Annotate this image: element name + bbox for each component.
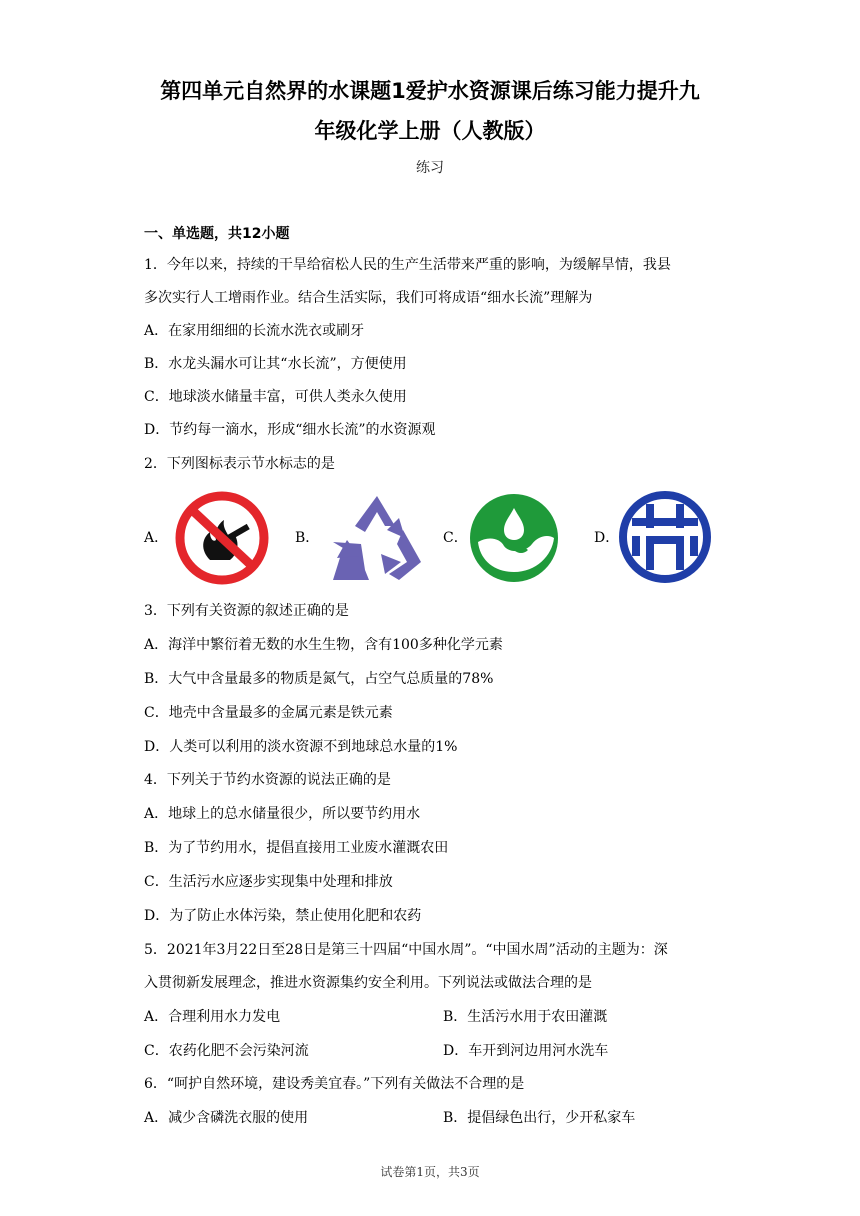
q4-option-a: A．地球上的总水储量很少，所以要节约用水 xyxy=(144,806,421,822)
q5-option-d: D．车开到河边用河水洗车 xyxy=(443,1043,609,1059)
q5-option-c: C．农药化肥不会污染河流 xyxy=(144,1043,309,1059)
document-title-line-1: 第四单元自然界的水课题1爱护水资源课后练习能力提升九 xyxy=(160,79,700,103)
q4-stem: 4．下列关于节约水资源的说法正确的是 xyxy=(144,772,391,788)
q3-stem: 3．下列有关资源的叙述正确的是 xyxy=(144,603,349,619)
q1-option-b: B．水龙头漏水可让其“水长流”，方便使用 xyxy=(144,356,407,372)
recycle-icon xyxy=(325,490,429,586)
q2-option-a-label: A． xyxy=(144,530,169,546)
q4-option-d: D．为了防止水体污染，禁止使用化肥和农药 xyxy=(144,908,422,924)
document-title-line-2: 年级化学上册（人教版） xyxy=(314,119,546,143)
q5-option-b: B．生活污水用于农田灌溉 xyxy=(443,1009,608,1025)
document-subtitle: 练习 xyxy=(416,160,444,176)
q6-option-b: B．提倡绿色出行，少开私家车 xyxy=(443,1110,636,1126)
section-heading: 一、单选题，共12小题 xyxy=(144,226,290,242)
q3-option-c: C．地壳中含量最多的金属元素是铁元素 xyxy=(144,705,393,721)
no-fire-sign-icon xyxy=(170,490,274,586)
q2-option-d-label: D． xyxy=(594,530,620,546)
water-saving-sign-icon xyxy=(466,490,562,586)
q1-option-a: A．在家用细细的长流水洗衣或刷牙 xyxy=(144,323,365,339)
page-footer: 试卷第1页，共3页 xyxy=(380,1165,480,1179)
q5-stem-line-2: 入贯彻新发展理念，推进水资源集约安全利用。下列说法或做法合理的是 xyxy=(144,975,592,991)
q3-option-b: B．大气中含量最多的物质是氮气，占空气总质量的78% xyxy=(144,671,494,687)
q3-option-a: A．海洋中繁衍着无数的水生生物，含有100多种化学元素 xyxy=(144,637,503,653)
q5-option-a: A．合理利用水力发电 xyxy=(144,1009,281,1025)
q4-option-b: B．为了节约用水，提倡直接用工业废水灌溉农田 xyxy=(144,840,449,856)
q6-stem: 6．“呵护自然环境，建设秀美宜春。”下列有关做法不合理的是 xyxy=(144,1076,525,1092)
q6-option-a: A．减少含磷洗衣服的使用 xyxy=(144,1110,309,1126)
q1-option-c: C．地球淡水储量丰富，可供人类永久使用 xyxy=(144,389,407,405)
q1-stem-line-2: 多次实行人工增雨作业。结合生活实际，我们可将成语“细水长流”理解为 xyxy=(144,290,593,306)
q1-option-d: D．节约每一滴水，形成“细水长流”的水资源观 xyxy=(144,422,436,438)
q4-option-c: C．生活污水应逐步实现集中处理和排放 xyxy=(144,874,393,890)
q2-stem: 2．下列图标表示节水标志的是 xyxy=(144,456,335,472)
q2-option-b-label: B． xyxy=(295,530,320,546)
q3-option-d: D．人类可以利用的淡水资源不到地球总水量的1% xyxy=(144,739,458,755)
blue-circle-sign-icon xyxy=(616,488,714,586)
q1-stem-line-1: 1．今年以来，持续的干旱给宿松人民的生产生活带来严重的影响，为缓解旱情，我县 xyxy=(144,257,671,273)
q2-option-c-label: C． xyxy=(443,530,468,546)
q5-stem-line-1: 5．2021年3月22日至28日是第三十四届“中国水周”。“中国水周”活动的主题为：深 xyxy=(144,942,668,958)
